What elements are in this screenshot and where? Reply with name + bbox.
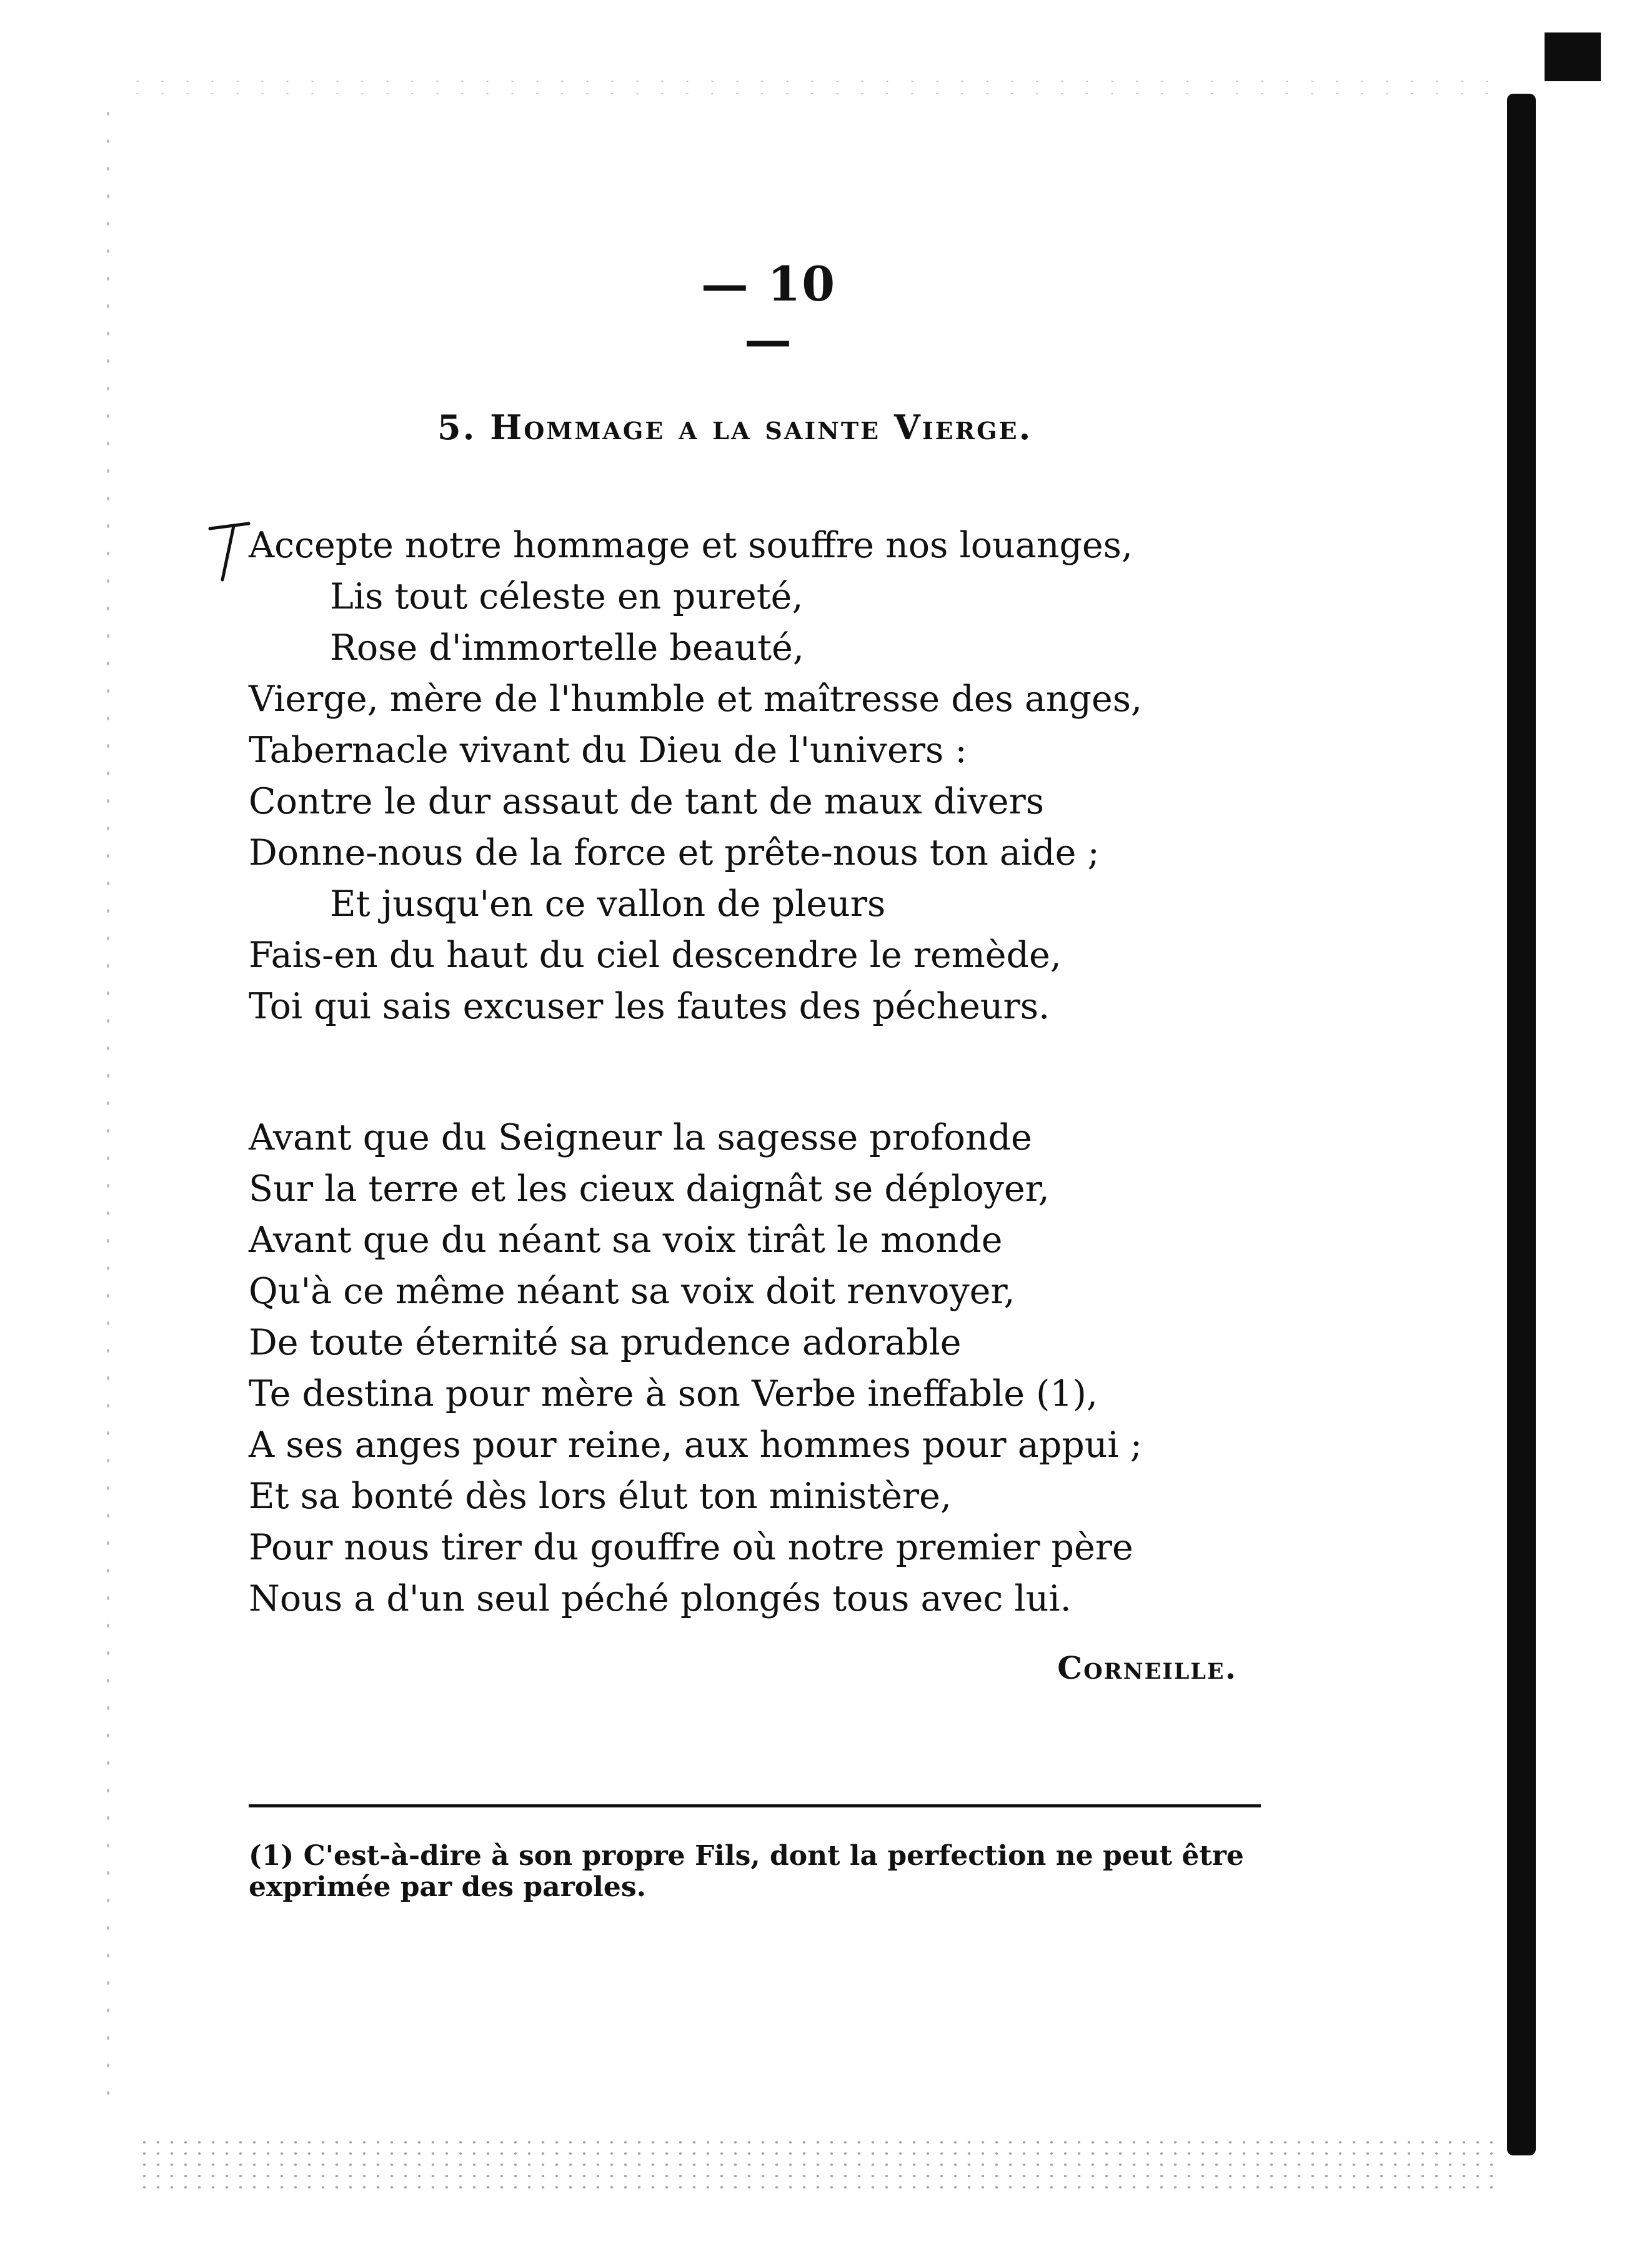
poem-line: Vierge, mère de l'humble et maîtresse des anges, — [249, 678, 1143, 720]
poem-line: Avant que du Seigneur la sagesse profonde — [249, 1117, 1032, 1158]
page-number: — 10 — — [700, 256, 837, 367]
poem-line: A ses anges pour reine, aux hommes pour appui ; — [249, 1424, 1142, 1466]
poem-heading — [437, 407, 1262, 447]
poem-line: Toi qui sais excuser les fautes des pécheurs. — [249, 986, 1050, 1027]
page-binding-edge — [1507, 94, 1536, 2155]
poem-line: Et sa bonté dès lors élut ton ministère, — [249, 1476, 952, 1517]
poem-line: Qu'à ce même néant sa voix doit renvoyer, — [249, 1271, 1015, 1312]
pencil-annotation-icon — [204, 517, 254, 586]
poem-title: Hommage a la sainte Vierge. — [490, 407, 1033, 447]
poem-author: Corneille. — [1057, 1649, 1237, 1686]
poem-line: Fais-en du haut du ciel descendre le remède, — [249, 935, 1062, 976]
poem-stanza-2 — [249, 1112, 1142, 1624]
poem-line: Lis tout céleste en pureté, — [330, 576, 804, 617]
poem-line: Nous a d'un seul péché plongés tous avec lui. — [249, 1578, 1072, 1619]
poem-line: Te destina pour mère à son Verbe ineffable (1), — [249, 1373, 1098, 1414]
poem-number: 5. — [437, 407, 477, 447]
poem-line: Avant que du néant sa voix tirât le monde — [249, 1220, 1003, 1261]
poem-stanza-1 — [249, 520, 1142, 1032]
poem-line: Et jusqu'en ce vallon de pleurs — [330, 883, 886, 925]
footnote-divider — [249, 1804, 1261, 1807]
footnote-line: (1) C'est-à-dire à son propre Fils, dont la perfection ne peut être — [249, 1840, 1244, 1872]
scan-noise-left — [100, 100, 119, 2099]
poem-line: De toute éternité sa prudence adorable — [249, 1322, 962, 1363]
poem-line: Accepte notre hommage et souffre nos louanges, — [249, 525, 1133, 566]
scan-noise-bottom — [137, 2137, 1500, 2193]
poem-line: Sur la terre et les cieux daignât se déployer, — [249, 1168, 1050, 1210]
poem-line: Rose d'immortelle beauté, — [330, 627, 805, 668]
scan-corner-mark — [1545, 32, 1601, 81]
poem-line: Pour nous tirer du gouffre où notre premier père — [249, 1527, 1133, 1568]
footnote-line: exprimée par des paroles. — [249, 1871, 646, 1903]
poem-line: Tabernacle vivant du Dieu de l'univers : — [249, 730, 967, 771]
poem-line: Contre le dur assaut de tant de maux divers — [249, 781, 1044, 822]
scan-noise-top — [125, 75, 1500, 100]
poem-line: Donne-nous de la force et prête-nous ton aide ; — [249, 832, 1100, 873]
footnote — [249, 1841, 1261, 1903]
